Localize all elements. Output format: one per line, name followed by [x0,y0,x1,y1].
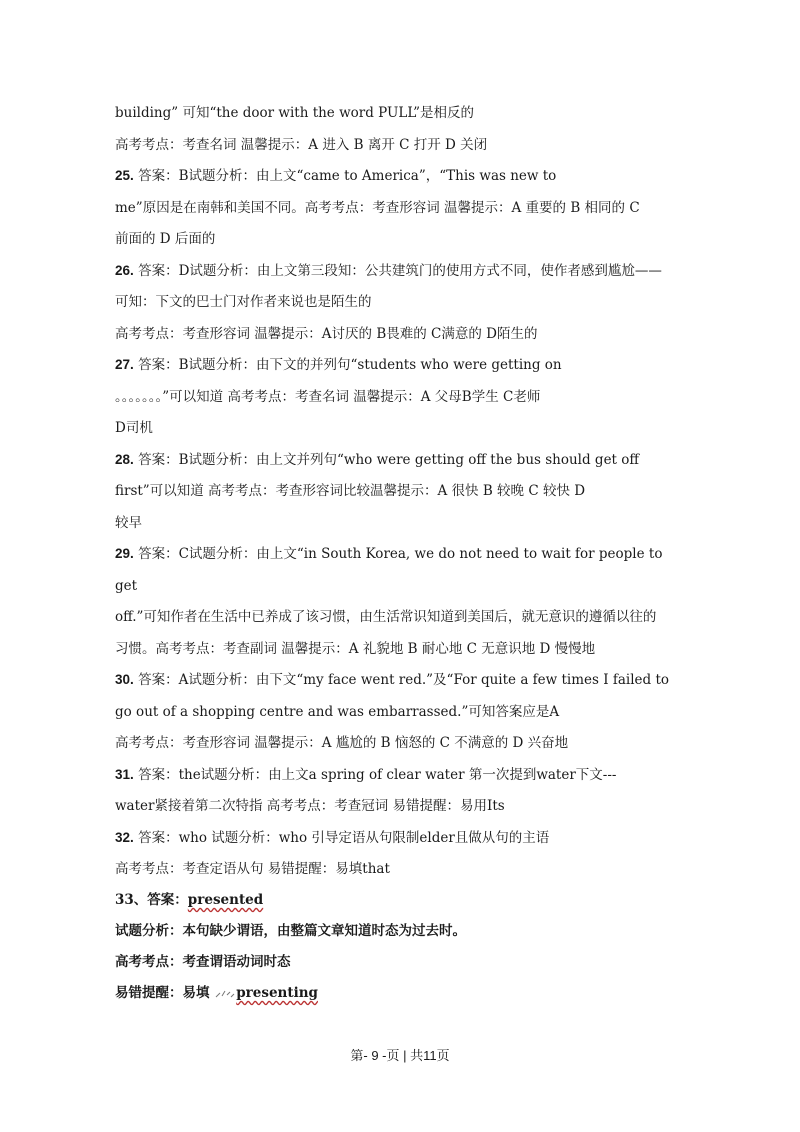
text-line: 前面的 D 后面的 [115,231,216,247]
answer-25: 25. 答案：B试题分析：由上文“came to America”，“This was new to [115,168,557,184]
answer-31: 31. 答案：the试题分析：由上文a spring of clear water 第一次提到water下文--- [115,767,617,783]
text-line: me”原因是在南韩和美国不同。高考考点：考查形容词 温馨提示：A 重要的 B 相同的 C [115,200,640,216]
text-line: 。。。。。。。”可以知道 高考考点：考查名词 温馨提示：A 父母B学生 C老师 [115,389,541,405]
answer-26: 26. 答案：D试题分析：由上文第三段知：公共建筑门的使用方式不同，使作者感到尴尬—— [115,263,662,279]
text-line: 高考考点：考查名词 温馨提示：A 进入 B 离开 C 打开 D 关闭 [115,137,488,153]
text-line: 高考考点：考查形容词 温馨提示：A讨厌的 B畏难的 C满意的 D陌生的 [115,326,538,342]
text-line: get [115,578,138,594]
scribble-mark-icon [214,988,236,1000]
error-hint-33: 易错提醒：易填 presenting [115,985,318,1001]
text-line: 高考考点：考查定语从句 易错提醒：易填that [115,861,390,877]
answer-30: 30. 答案：A试题分析：由下文“my face went red.”及“For quite a few times I failed to [115,672,670,688]
answer-28: 28. 答案：B试题分析：由上文并列句“who were getting off the bus should get off [115,452,639,468]
text-line: 高考考点：考查形容词 温馨提示：A 尴尬的 B 恼怒的 C 不满意的 D 兴奋地 [115,735,569,751]
text-line: off.”可知作者在生活中已养成了该习惯，由生活常识知道到美国后，就无意识的遵循以往的 [115,609,657,625]
text-line: building” 可知“the door with the word PULL”是相反的 [115,105,474,121]
text-line: 可知：下文的巴士门对作者来说也是陌生的 [115,294,372,310]
answer-32: 32. 答案：who 试题分析：who 引导定语从句限制elder且做从句的主语 [115,830,550,846]
text-line: D司机 [115,420,153,436]
text-line: 习惯。高考考点：考查副词 温馨提示：A 礼貌地 B 耐心地 C 无意识地 D 慢慢地 [115,641,596,657]
answer-29: 29. 答案：C试题分析：由上文“in South Korea, we do not need to wait for people to [115,546,663,562]
answer-33: 33、答案：presented [115,892,264,908]
answer-27: 27. 答案：B试题分析：由下文的并列句“students who were getting on [115,357,562,373]
text-line: 较早 [115,515,142,531]
text-line: go out of a shopping centre and was embarrassed.”可知答案应是A [115,704,560,720]
page-footer: 第- 9 -页 | 共11页 [350,1048,450,1063]
text-line: water紧接着第二次特指 高考考点：考查冠词 易错提醒：易用Its [115,798,505,814]
text-line: first”可以知道 高考考点：考查形容词比较温馨提示：A 很快 B 较晚 C 较快 D [115,483,586,499]
analysis-33: 试题分析：本句缺少谓语，由整篇文章知道时态为过去时。 [115,923,466,939]
exam-point-33: 高考考点：考查谓语动词时态 [115,954,291,970]
